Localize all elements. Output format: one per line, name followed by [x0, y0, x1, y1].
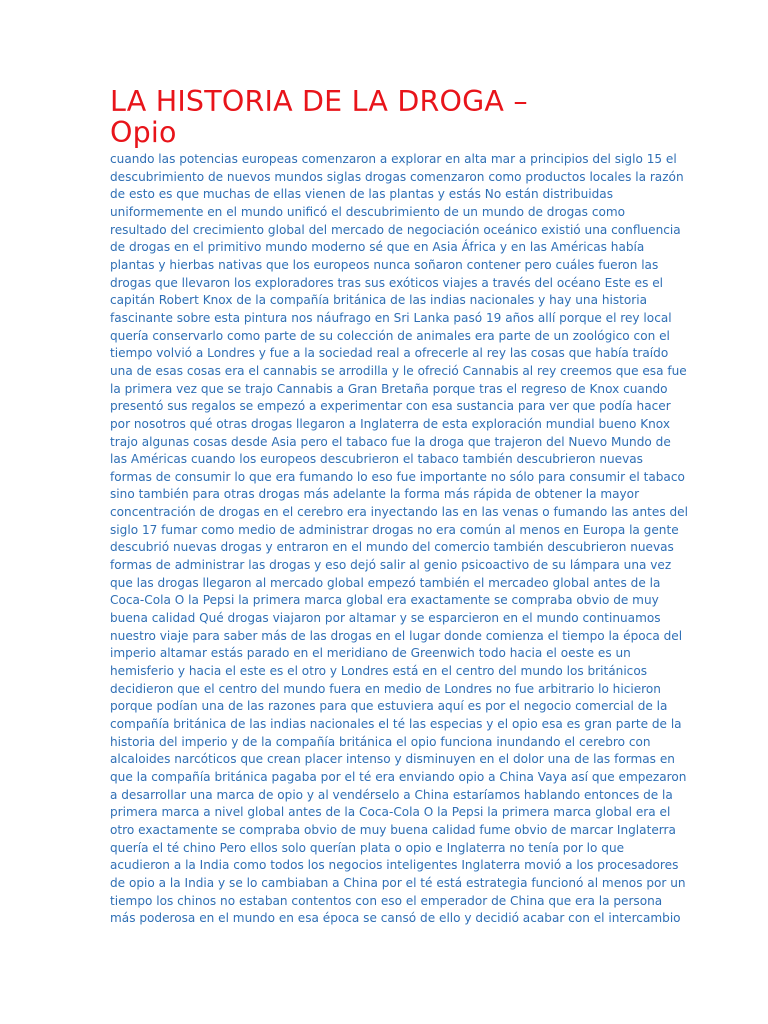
title-line-1: LA HISTORIA DE LA DROGA –	[110, 85, 528, 118]
body-line: fascinante sobre esta pintura nos náufrago en Sri Lanka pasó 19 años allí porque el rey local	[110, 310, 672, 325]
body-line: otro exactamente se compraba obvio de muy buena calidad fume obvio de marcar Inglaterra	[110, 822, 676, 837]
body-line: sino también para otras drogas más adelante la forma más rápida de obtener la mayor	[110, 487, 640, 502]
body-line: a desarrollar una marca de opio y al vendérselo a China estaríamos hablando entonces de la	[110, 787, 673, 802]
body-line: de esto es que muchas de ellas vienen de las plantas y estás No están distribuidas	[110, 187, 613, 202]
body-line: decidieron que el centro del mundo fuera en medio de Londres no fue arbitrario lo hicieron	[110, 681, 661, 696]
body-line: porque podían una de las razones para que estuviera aquí es por el negocio comercial de la	[110, 699, 668, 714]
body-line: imperio altamar estás parado en el meridiano de Greenwich todo hacia el oeste es un	[110, 646, 631, 661]
body-line: cuando las potencias europeas comenzaron a explorar en alta mar a principios del siglo 15 el	[110, 152, 677, 166]
body-line: resultado del crecimiento global del mercado de negociación oceánico existió una confluencia	[110, 222, 681, 237]
title-line-2: Opio	[110, 116, 177, 149]
document-title	[110, 86, 660, 148]
body-line: las Américas cuando los europeos descubrieron el tabaco también descubrieron nuevas	[110, 452, 643, 467]
body-line: por nosotros qué otras drogas llegaron a Inglaterra de esta exploración mundial bueno Knox	[110, 416, 670, 431]
body-line: concentración de drogas en el cerebro era inyectando las en las venas o fumando las antes del	[110, 505, 688, 520]
body-line: hemisferio y hacia el este es el otro y Londres está en el centro del mundo los británicos	[110, 664, 648, 679]
body-line: quería el té chino Pero ellos solo querían plata o opio e Inglaterra no tenía por lo que	[110, 840, 625, 855]
body-line: primera marca a nivel global antes de la Coca-Cola O la Pepsi la primera marca global era el	[110, 805, 671, 820]
body-line: acudieron a la India como todos los negocios inteligentes Inglaterra movió a los procesadores	[110, 858, 679, 873]
body-line: historia del imperio y de la compañía británica el opio funciona inundando el cerebro con	[110, 734, 651, 749]
body-line: capitán Robert Knox de la compañía británica de las indias nacionales y hay una historia	[110, 293, 648, 308]
body-line: siglo 17 fumar como medio de administrar drogas no era común al menos en Europa la gente	[110, 522, 679, 537]
body-line: uniformemente en el mundo unificó el descubrimiento de un mundo de drogas como	[110, 204, 626, 219]
body-line: buena calidad Qué drogas viajaron por altamar y se esparcieron en el mundo continuamos	[110, 611, 661, 626]
body-line: drogas que llevaron los exploradores tras sus exóticos viajes a través del océano Este es el	[110, 275, 664, 290]
body-line: de opio a la India y se lo cambiaban a China por el té está estrategia funcionó al menos por un	[110, 875, 686, 890]
body-line: de drogas en el primitivo mundo moderno sé que en Asia África y en las Américas había	[110, 240, 645, 255]
body-line: más poderosa en el mundo en esa época se cansó de ello y decidió acabar con el intercambio	[110, 911, 681, 926]
body-line: quería conservarlo como parte de su colección de animales era parte de un zoológico con el	[110, 328, 670, 343]
body-line: nuestro viaje para saber más de las drogas en el lugar donde comienza el tiempo la época del	[110, 628, 683, 643]
body-line: tiempo los chinos no estaban contentos con eso el emperador de China que era la persona	[110, 893, 663, 908]
document-body	[110, 151, 688, 928]
document-page	[110, 85, 688, 928]
body-line: formas de administrar las drogas y eso dejó salir al genio psicoactivo de su lámpara una vez	[110, 558, 672, 573]
body-line: alcaloides narcóticos que crean placer intenso y disminuyen en el dolor una de las formas en	[110, 752, 675, 767]
body-line: compañía británica de las indias nacionales el té las especias y el opio esa es gran parte de la	[110, 717, 682, 731]
body-line: plantas y hierbas nativas que los europeos nunca soñaron contener pero cuáles fueron las	[110, 257, 659, 272]
body-line: trajo algunas cosas desde Asia pero el tabaco fue la droga que trajeron del Nuevo Mundo de	[110, 434, 671, 449]
body-line: formas de consumir lo que era fumando lo eso fue importante no sólo para consumir el tabaco	[110, 469, 685, 484]
body-line: presentó sus regalos se empezó a experimentar con esa sustancia para ver que podía hacer	[110, 399, 671, 414]
body-line: una de esas cosas era el cannabis se arrodilla y le ofreció Cannabis al rey creemos que esa fue	[110, 363, 687, 378]
body-line: descubrimiento de nuevos mundos siglas drogas comenzaron como productos locales la razón	[110, 169, 684, 184]
body-line: la primera vez que se trajo Cannabis a Gran Bretaña porque tras el regreso de Knox cuando	[110, 381, 668, 396]
body-line: que la compañía británica pagaba por el té era enviando opio a China Vaya así que empezaron	[110, 769, 687, 784]
body-line: tiempo volvió a Londres y fue a la sociedad real a ofrecerle al rey las cosas que había traído	[110, 346, 669, 361]
body-line: descubrió nuevas drogas y entraron en el mundo del comercio también descubrieron nuevas	[110, 540, 674, 555]
body-line: Coca-Cola O la Pepsi la primera marca global era exactamente se compraba obvio de muy	[110, 593, 659, 608]
body-line: que las drogas llegaron al mercado global empezó también el mercadeo global antes de la	[110, 575, 661, 590]
